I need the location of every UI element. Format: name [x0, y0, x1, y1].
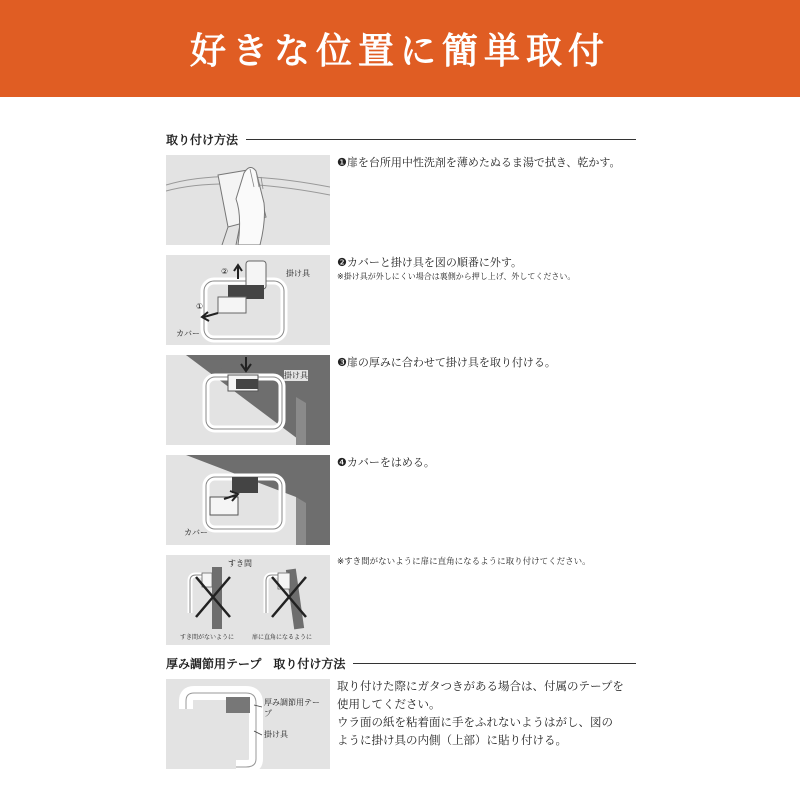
heading-rule-2 — [353, 663, 636, 664]
section-heading-install — [166, 131, 636, 148]
step-2 — [337, 255, 637, 283]
tape-line-2: 使用してください。 — [337, 697, 441, 711]
label-cover-4: カバー — [184, 528, 208, 537]
step-2-text: ❷カバーと掛け具を図の順番に外す。 — [337, 256, 522, 269]
illustration-wipe-door — [166, 155, 330, 245]
illustration-no-gap — [166, 555, 330, 645]
label-kakegu: 掛け具 — [286, 269, 310, 278]
label-num2: ② — [221, 267, 229, 276]
step-3-text: ❸扉の厚みに合わせて掛け具を取り付ける。 — [337, 356, 556, 369]
label-tape: 厚み調節用テープ — [264, 698, 320, 718]
tape-line-4: ように掛け具の内側（上部）に貼り付ける。 — [337, 733, 567, 747]
label-kakegu-3: 掛け具 — [284, 371, 308, 380]
step-1-text: ❶扉を台所用中性洗剤を薄めたぬるま湯で拭き、乾かす。 — [337, 156, 621, 169]
illustration-attach-hook — [166, 355, 330, 445]
step-4 — [337, 455, 637, 470]
page-title: 好きな位置に簡単取付 — [189, 31, 610, 72]
tape-line-3: ウラ面の紙を粘着面に手をふれないようはがし、図の — [337, 715, 613, 729]
illustration-remove-cover — [166, 255, 330, 345]
section-heading-tape — [166, 655, 636, 672]
illustration-tape — [166, 679, 330, 769]
tape-line-1: 取り付けた際にガタつきがある場合は、付属のテープを — [337, 679, 624, 693]
caption-no-gap: すき間がないように — [180, 634, 235, 641]
step-4-text: ❹カバーをはめる。 — [337, 456, 435, 469]
section-heading-tape-label: 厚み調節用テープ 取り付け方法 — [166, 657, 346, 671]
step-1 — [337, 155, 637, 170]
illustration-fit-cover — [166, 455, 330, 545]
heading-rule — [246, 139, 636, 140]
label-cover: カバー — [176, 329, 200, 338]
section-heading-label: 取り付け方法 — [166, 133, 239, 147]
step-5 — [337, 555, 637, 568]
label-num1: ① — [196, 302, 204, 311]
step-5-note: ※すき間がないように扉に直角になるように取り付けてください。 — [337, 557, 591, 567]
tape-instructions — [337, 677, 637, 749]
label-kakegu-6: 掛け具 — [264, 730, 288, 739]
step-2-note: ※掛け具が外しにくい場合は裏側から押し上げ、外してください。 — [337, 272, 576, 281]
caption-right-angle: 扉に直角になるように — [252, 634, 313, 641]
label-sukima: すき間 — [228, 559, 252, 568]
title-banner — [0, 0, 800, 97]
step-3 — [337, 355, 637, 370]
